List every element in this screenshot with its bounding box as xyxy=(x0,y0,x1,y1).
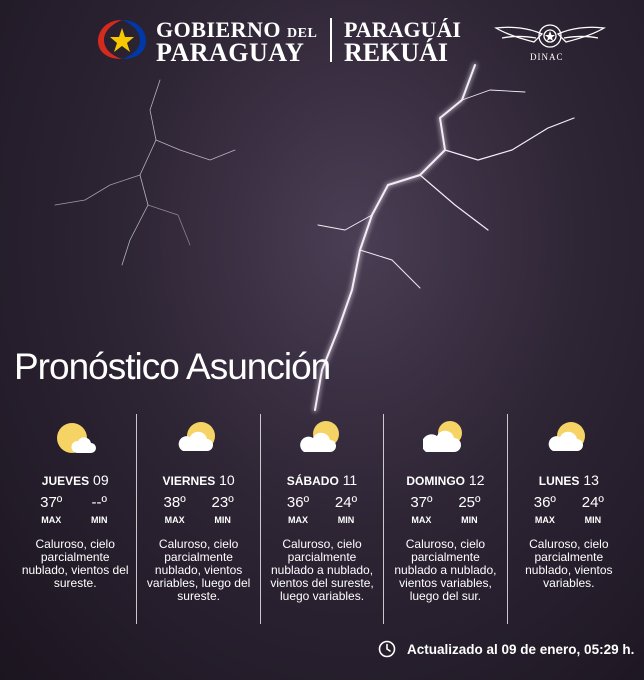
cloud-sun-icon xyxy=(423,420,467,456)
forecast-day xyxy=(383,414,506,624)
updated-text: Actualizado al 09 de enero, 05:29 h. xyxy=(407,641,635,657)
max-temp: 37º xyxy=(410,494,433,511)
min-temp: 24º xyxy=(581,494,604,511)
forecast-day xyxy=(14,414,136,624)
forecast-description: Caluroso, cielo parcialmente nublado, vientos variables. xyxy=(525,537,613,590)
max-temp: 37º xyxy=(40,494,63,511)
max-label: MAX xyxy=(411,515,432,525)
min-temp: 23º xyxy=(211,494,234,511)
day-label: DOMINGO 12 xyxy=(406,472,485,488)
min-label: MIN xyxy=(461,515,478,525)
dinac-label: DINAC xyxy=(530,52,564,62)
min-temp: --º xyxy=(91,494,107,511)
day-label: JUEVES 09 xyxy=(41,472,109,488)
forecast-day xyxy=(136,414,259,624)
cloud-sun-icon xyxy=(177,420,221,456)
sun-cloud-icon xyxy=(53,420,97,456)
min-label: MIN xyxy=(337,515,355,525)
header xyxy=(0,0,644,80)
min-label: MIN xyxy=(90,515,108,525)
day-label: LUNES 13 xyxy=(538,472,599,488)
forecast-description: Caluroso, cielo parcialmente nublado a nublado, vientos variables, luego del sur. xyxy=(394,537,497,603)
min-temp: 24º xyxy=(334,494,358,511)
max-temp: 38º xyxy=(163,494,186,511)
forecast-day xyxy=(260,414,383,624)
max-temp: 36º xyxy=(533,494,556,511)
cloud-sun-icon xyxy=(547,420,591,456)
updated-timestamp xyxy=(378,640,634,658)
forecast-columns xyxy=(14,414,630,624)
min-label: MIN xyxy=(214,515,231,525)
forecast-description: Caluroso, cielo parcialmente nublado, vientos variables, luego del sureste. xyxy=(146,537,251,603)
page-title: Pronóstico Asunción xyxy=(14,346,331,387)
government-emblem-icon xyxy=(96,17,148,63)
forecast-day xyxy=(507,414,630,624)
max-label: MAX xyxy=(164,515,185,525)
brand-line2: REKUÁI xyxy=(344,38,449,67)
gov-title-line1: GOBIERNO DEL xyxy=(156,17,318,42)
min-label: MIN xyxy=(584,515,602,525)
gov-title-line2: PARAGUAY xyxy=(156,38,305,67)
max-label: MAX xyxy=(534,515,555,525)
header-divider xyxy=(330,18,332,62)
max-label: MAX xyxy=(41,515,62,525)
cloud-sun-icon xyxy=(300,420,344,456)
max-temp: 36º xyxy=(286,494,310,511)
clock-icon xyxy=(378,640,396,658)
forecast-description: Caluroso, cielo parcialmente nublado, vientos del sureste. xyxy=(21,537,129,590)
forecast-description: Caluroso, cielo parcialmente nublado a nublado, vientos del sureste, luego variables. xyxy=(270,537,374,603)
max-label: MAX xyxy=(288,515,309,525)
brand-line1: PARAGUÁI xyxy=(344,17,461,42)
min-temp: 25º xyxy=(458,494,481,511)
day-label: SÁBADO 11 xyxy=(286,472,358,488)
day-label: VIERNES 10 xyxy=(162,472,235,488)
